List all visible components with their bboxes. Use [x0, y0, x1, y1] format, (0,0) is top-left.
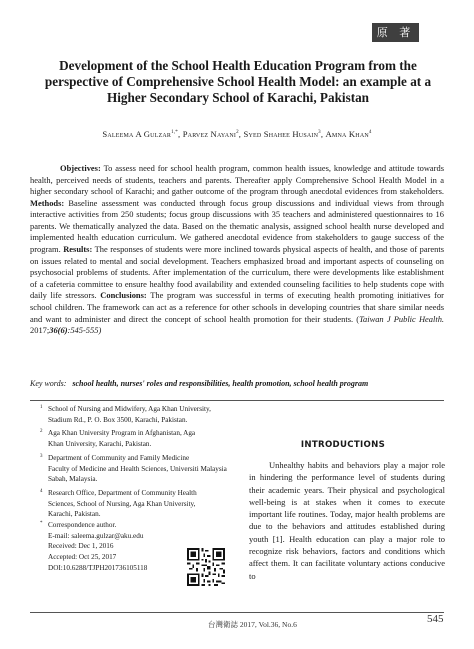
author-4: Amna Khan$^4$: [325, 129, 372, 139]
affiliation-3: 3 Department of Community and Family Medicine Faculty of Medicine and Health Sciences, Universiti Malaysia Sabah, Malaysia.: [40, 453, 227, 484]
author-1: Saleema A Gulzar$^{1,*}$: [102, 129, 178, 139]
keywords: [30, 379, 450, 388]
keywords-label: Key words:: [30, 379, 67, 388]
abstract: Objectives: To assess need for school health program, common health issues, knowledge and attitude towards health, perceived needs of students, teachers and parents. Thereafter apply Comprehensive School Health Model in a higher secondary school of Karachi; and gather outcome of the program through anecdotal evidences from stakeholders. Methods: Baseline assessment was conducted through focus group discussions and individual views from through interactive activities from 250 students; focus group discussions with 35 teachers and administered questionnaires to 16 parents. We thematically analyzed the data. Based on the thematic analysis, assigned school health nurse developed and implemented health education curriculum. We gathered anecdotal evidence from stakeholders to gauge success of the program. Results: The responses of students were more inclined towards physical aspects of health, and those of parents on issues related to mental and social development. Teachers emphasized broad and important aspects of counseling on psychosocial problems of students. After implementation of the curriculum, there were developments like establishment of a cafeteria committee to ensure healthy food availability and extended counseling facilities to help students cope with daily life stressors. Conclusions: The program was successful in terms of executing health promoting initiatives for school children. The framework can act as a reference for other schools in developing countries that share similar needs and want to administer and direct the concept of school health promotion for their students. (Taiwan J Public Health. 2017;36(6):545-555): [30, 163, 445, 336]
received-date: Received: Dec 1, 2016: [48, 542, 114, 551]
author-3: Syed Shahee Husain$^3$: [243, 129, 321, 139]
qr-code-icon: [187, 548, 225, 586]
journal-footer: 台灣衛誌 2017, Vol.36, No.6: [208, 620, 297, 629]
results-text: The responses of students were more inclined towards physical aspects of health, and those of parents on issues related to mental and social development. Teachers emphasized broad and important aspects of counseling on psychosocial problems of students. After implementation of the curriculum, there were developments like establishment of a cafeteria committee to ensure healthy food availability and extended counseling facilities to help students cope with daily life stressors.: [30, 244, 445, 301]
author-2: Parvez Nayani$^2$: [182, 129, 239, 139]
methods-label: Methods:: [30, 197, 65, 208]
section-divider: [30, 400, 444, 401]
citation-journal: Taiwan J Public Health.: [359, 313, 445, 324]
introduction-text: Unhealthy habits and behaviors play a major role in hindering the performance level of students during their academic years. Their physical and psychological well-being is at stakes when it comes to execute important life routines. Today, major health problems are due to the behaviors and attitudes established during youth [1]. Health education can play a major role to recognize risk behaviors, factors and conditions which affect them. It can facilitate voluntary actions conducive to: [249, 460, 445, 581]
article-type-badge: 原 著: [372, 23, 419, 42]
objectives-text: To assess need for school health program, common health issues, knowledge and attitude towards health, perceived needs of students, teachers and parents. Thereafter apply Comprehensive School Health Model in a higher secondary school of Karachi; and gather outcome of the program through anecdotal evidences from stakeholders.: [30, 163, 444, 197]
objectives-label: Objectives:: [60, 163, 101, 173]
page-number: 545: [427, 613, 444, 625]
paper-title: Development of the School Health Education Program from the perspective of Comprehensive School Health Model: an example at a Higher Secondary School of Karachi, Pakistan: [44, 58, 432, 105]
citation-volume: 36(6): [49, 325, 68, 336]
keywords-text: school health, nurses' roles and responsibilities, health promotion, school health program: [72, 379, 369, 388]
accepted-date: Accepted: Oct 25, 2017: [48, 553, 117, 562]
conclusions-label: Conclusions:: [100, 290, 147, 301]
methods-text: Baseline assessment was conducted through focus group discussions and individual views from through interactive activities from 250 students; focus group discussions with 35 teachers and administered questionnaires to 16 parents. We thematically analyzed the data. Based on the thematic analysis, assigned school health nurse developed and implemented health education curriculum. We gathered anecdotal evidence from stakeholders to gauge success of the program.: [30, 197, 444, 255]
affiliation-4: 4 Research Office, Department of Community Health Sciences, School of Nursing, Aga Khan University, Karachi, Pakistan.: [40, 488, 197, 519]
author-list: Saleema A Gulzar$^{1,*}$, Parvez Nayani$^2$, Syed Shahee Husain$^3$, Amna Khan$^4$: [102, 129, 372, 139]
affiliation-1: 1 School of Nursing and Midwifery, Aga Khan University, Stadium Rd., P. O. Box 3500, Karachi, Pakistan.: [40, 405, 211, 424]
footer-divider: [30, 612, 444, 613]
correspondence-note: * Correspondence author.: [40, 521, 117, 530]
conclusions-text: The program was successful in terms of executing health promoting initiatives for school children. The framework can act as a reference for other schools in developing countries that share similar needs and want to administer and direct the concept of school health promotion for their students.: [30, 290, 444, 324]
contact-email[interactable]: E-mail: saleema.gulzar@aku.edu: [48, 531, 144, 540]
doi[interactable]: DOI:10.6288/TJPH201736105118: [48, 563, 148, 572]
introduction-heading: INTRODUCTIONS: [300, 440, 386, 450]
affiliation-2: 2 Aga Khan University Program in Afghanistan, Aga Khan University, Karachi, Pakistan.: [40, 429, 196, 449]
results-label: Results:: [63, 244, 93, 255]
